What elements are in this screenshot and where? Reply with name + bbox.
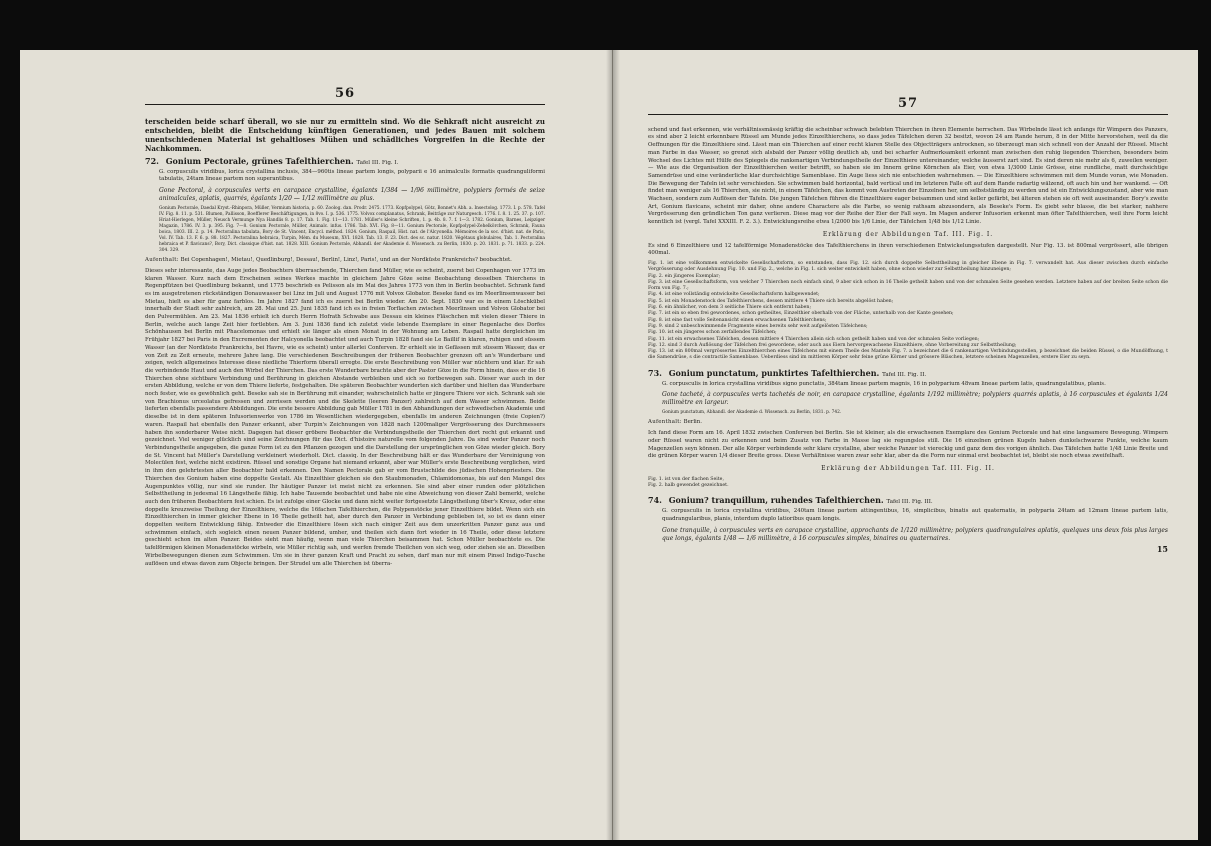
figure-item: Fig. 7. ist ein so eben frei gewordenes, schon getheiltes, Einzelthier oberhalb von der Fläche, unterhalb von der Kante gesehen; [648, 311, 954, 317]
right-page-content [648, 96, 1168, 554]
species-plate: Tafel III. Fig. III. [886, 499, 933, 506]
figure-item: Fig. 10. ist ein jüngeres schon zerfallendes Täfelchen; [648, 330, 777, 336]
lead-paragraph: terscheiden beide scharf überall, wo sie nur zu ermitteln sind. Wo die Sehkraft nicht ausreicht zu entscheiden, bleibt die Entscheidung künftigen Generationen, und jedes Bauen mit solchem unentschiedenen Material ist gehaltloses Mühen und schädliches Vorgreifen in die Rechte der Nachkommen. [145, 116, 545, 153]
french-diagnosis: Gone tacheté, à corpuscules verts tachetés de noir, en carapace crystalline, égalants 1/192 millimètre; polypiers quarrés aplatis, à 16 corpuscules et égalants 1/24 millimètre en largeur. [662, 391, 1168, 407]
habitat-label: Aufenthalt: [648, 419, 682, 426]
page-number: 56 [334, 86, 356, 101]
species-heading [648, 368, 1168, 381]
page-number: 57 [897, 96, 919, 111]
species-title: Gonium punctatum, punktirtes Tafelthierchen. [668, 367, 880, 378]
figure-item: Fig. 1. ist eine vollkommen entwickelte Gesellschaftsform, so entstanden, dass Fig. 12. sich durch doppelte Selbsttheilung in gleicher Ebene in Fig. 7. verwandelt hat. Aus dieser zwischen durch einfache Vergrösserung oder Ausdehnung Fig. 10. und Fig. 2., welche in Fig. 1. sich weiter entwickelt haben, ohne schon wieder zur Selbsttheilung hinzuneigen; [648, 260, 1168, 273]
figure-item: Fig. 9. sind 2 unbeschwimmende Fragmente eines bereits sehr weit aufgelösten Täfelchens; [648, 323, 868, 329]
header-rule [145, 104, 545, 105]
synonym-references: Gonium Pectorale, Daedal Kryst.-Rhinpora, Müller, Vermium historia, p. 60. Zoolog. dan. Prodr. 2475. 1773. Kopfpolypel, Götz, Bonnet's Abh. a. Insectolog. 1773. I. p. 578. Tafel IV. Fig. 8. 11. p. 531. Blumen, Pallisson, Boefflerer Beschäftigungen, in 8vo. I. p. 536. 1775. Volvox complanatus, Schrank, Beiträge zur Naturgesch. 1776. I. 8. 1. 25. 37. p. 107. Hriat-Hierlegen, Müller, Neusch Vermunge Nya Handlis 8. p. 17. Tab. 1. Fig. 11—13. 1781. Müller's kleine Schriften, 1. p. 4b. 8. 7. f. 1—3. 1782. Gonium, Barnes, Leipziger Magazin, 1786. IV. 3. p. 395. Fig. 7—8. Gonium Pectorale, Müller, Animalc. infus. 1786. Tab. XVI. Fig. 8—11. Gonium Pectorale, Kopfpolypel-Zehelkörchen, Schrank, Fauna boica, 1803. III. 2. p. 14. Pectoralina tabulata, Bory de St. Vincent, Encycl. méthod. 1824. Gonium, Raspail, Hist. nat. de l'Alcyonella. Mémoires de la soc. d'hist. nat. de Paris, Vol. IV. Tab. 13. F. 6. p. 88. 1827. Pectoralina hebraica, Turpin, Mém. du Museum, XVI. 1828. Tab. 13. F. 23. Dict. des sc. natur. 1820. Végétaux globulaires, Tab. 1. Pectoralina hebraica et P. flavicans?, Bory, Dict. classique d'hist. nat. 1828. XIII. Gonium Pectorale, Abhandl. der Akademie d. Wissensch. zu Berlin, 1830. p. 20. 1831. p. 71. 1833. p. 224. 304. 329. [159, 206, 545, 254]
latin-diagnosis: G. corpusculis in lorica crystallina viridibus signo punctatis, 384tam lineae partem magnis, 16 in polyparium 48vam lineae partem latis, quadrangulatibus, planis. [662, 380, 1106, 387]
species-heading [145, 156, 545, 169]
latin-diagnosis: G. corpusculis viridibus, lorica crystallina inclusis, 384—960tis lineae partem longis, polyparii e 16 animalculis formatis quadranguliformi tabulatis, 24tam lineae partem non superantibus. [159, 168, 545, 183]
figure-item: Fig. 2. ein jüngeres Exemplar; [648, 273, 721, 279]
right-page [613, 50, 1198, 840]
habitat-text: Bei Copenhagen!, Mietau!, Quedlinburg!, Dessau!, Berlin!, Linz!, Paris!, und an der Nordküste Frankreichs? beobachtet. [180, 257, 512, 264]
signature-mark: 15 [1156, 543, 1168, 554]
body-text: Ich fand diese Form am 16. April 1832 zwischen Conferven bei Berlin. Sie ist kleiner, als die erwachsenen Exemplare des Gonium Pectorale und hat eine langsamere Bewegung. Wimpern oder Rüssel waren nicht zu erkennen und beim Zusatz von Farbe in Masse lag sie regungslos still. Die 16 einzelnen grünen Kugeln haben dunkelschwarze Punkte, welche kaum Magenzellen seyn können. Der alle Körper verbindende sehr klare crystallne, aber weiche Panzer ist viereckig und ganz dem des vorigen ähnlich. Das Täfelchen hatte 1/48 Linie Breite und die grünen Körper waren 1/4 dieser Breite gross. Diese Verhältnisse waren zwar sehr klar, aber da die Form nur einmal erst beobachtet ist, bleibt sie noch etwas zweifelhaft. [648, 430, 1168, 460]
body-text: Dieses sehr interessante, das Auge jedes Beobachters überraschende, Thierchen fand Müller, wie es scheint, zuerst bei Copenhagen vor 1773 im klaren Wasser. Kurz nach dem Erscheinen seines Werkes machte in gleichem Jahre Göze seine Beobachtung desselben Thierchens in Regenpfützen bei Quedlinburg bekannt, und 1775 beschrieb es Pelisson als im Mai des Jahres 1773 von ihm in Berlin beobachtet. Schrank fand es im ausgetretenen rückständigen Donauwasser bei Linz im Juli und August 1776 mit Volvox Globator. Beseke fand es im Meerlinsenwasser bei Mietau, hielt es aber für ganz farblos. Im Jahre 1827 fand ich es zuerst bei Berlin wieder. Am 20. Sept. 1830 war es in einem Löschkübel innerhalb der Stadt sehr zahlreich, am 28. Mai und 25. Juni 1835 fand ich es in freien Torflachen zwischen Meerlinsen und Volvox Globator bei den Pulvermühlen. Am 23. Mai 1836 erhielt ich durch Herrn Hofrath Schwabe aus Dessau ein kleines Fläschchen mit vielen dieser Thiere in Berlin, welche auch lange Zeit hier fortlebten. Am 3. Juni 1836 fand ich zuletzt viele lebende Exemplare in einer Regenlache des Dorfes Schönhausen bei Berlin mit Phacelomonas und erhielt sie länger als einen Monat in der Wohnung am Leben. Raspail hatte dergleichen im Frühjahr 1827 bei Paris in den Excrementen der Halcyonella beobachtet und auch Turpin 1828 fand sie Le Baillif in klaren, ruhigen und süssem Wasser (an der Nordküste Frankreichs, bei Havre, wie es scheint) unter allerlei Conferven. Er erhielt sie in Gefässen mit süssem Wasser, das er von Zeit zu Zeit erneute, mehrere Jahre lang. Die verschiedenen Beschreibungen der früheren Beobachter grenzen oft an's Wunderbare und zeigen, welch allgemeines Interesse diese niedliche Thierform überall erregte. Die erste Beschreibung von Müller war nüchtern und klar. Er sah die verbindende Haut und auch den Wirbel der Thierchen. Das erste Wunderbare brachte aber der Pastor Göze in die Form hinein, dass er die 16 Thierchen ohne sichtbare Verbindung und Berührung in gleichen Abstande verbleiben und sich so fortbewegen sah. Dieser war auch in der ersten Abbildung, welche er von dem Thiere lieferte, festgehalten. Die späteren Beobachter wunderten sich darüber und hielten das Wunderbare noch fester, wie es gewöhnlich geht. Beseke sah sie in Berührung mit einander, wahrscheinlich hatte er jüngere Thiere vor sich. Schrank sah sie von Brachionus urceolatus gefressen und zerrissen werden und die Skelette (leeren Panzer) zahlreich auf dem Wasser schwimmen. Beide lieferten ebenfalls passendere Abbildungen. Die erste bessere Abbildung gab Müller 1781 in den Abhandlungen der schwedischen Akademie und dieselbe ist in dem späteren Infusorienwerke von 1786 im Wesentlichen wiedergegeben, ebenfalls im anderen Zeichnungen (freie Copien?) waren. Raspail hat ebenfalls den Panzer erkannt, aber Turpin's Zeichnungen von 1828 nach 1200maliger Vergrösserung des Durchmessers haben ihn sonderbarer Weise nicht. Dagegen hat dieser gröbere Beobachter die Verbindungstheile der Thierchen dort recht gut erkannt und gezeichnet. Viel weniger glücklich sind seine Zeichnungen für das Dict. d'histoire naturelle vom folgenden Jahre. Da sind weder Panzer noch Verbindungstheile angegeben, die ganze Form ist zu den Pflanzen gezogen und die Darstellung der ursprünglichen von Göze wieder gleich. Bory de St. Vincent hat Müller's Darstellung verkleinert wiederholt. Dict. classiq. In der Beschreibung hält er das Wunderbare der Vereinigung von Molecülen fest, welche nicht existiren. Rüssel und sonstige Organe hat niemand erkannt, aber war Müller's erste Beschreibung verglichen, wird in ihm den gelehrtesten aller Beobachter bald erkennen. Den Namen Pectorale gab er vom Brustschilde des jüdischen Hohenpriesters. Die Thierchen des Gonium haben eine doppelte Gestalt. Als Einzelthier gleichen sie den Staubmonaden, Chlamidomonas, bis auf den Mangel des Augenpunktes völlig, nur sind sie runder. Ihr häutiger Panzer ist meist nicht zu erkennen. Sie sind aber einer runden oder plötzlichen Selbsttheilung in jedesmal 16 Längstheile fähig. Ich habe Tausende beobachtet und habe nie eine Abweichung von dieser Zahl bemerkt, welche auch den früheren Beobachtern fest schien. Es ist zufolge einer Glocke und dann nicht weiter fortgesetzte Längstheilung über's Kreuz, oder eine doppelte kreuzweise Theilung der Einzelthiere, welche die 16fachen Tafelthierchen, die Polypenstöcke jener Einzelthiere bildet. Wenn sich ein Einzelthierchen in immer gleicher Ebene in 16 Theile getheilt hat, aber durch den Panzer in Verbindung geblieben ist, so ist es dann einer doppelten weitern Entwicklung fähig. Entweder die Einzelthiere lösen sich nach einiger Zeit aus dem unzerkritten Panzer ganz aus und schwimmen einfach, sich sogleich einen neuen Panzer bildend, umher, und theilen sich dann fort wieder in 16 Theile, oder diese letztere geschieht schon im alten Panzer. Beides sieht man häufig, wenn man viele Thierchen beisammen hat. Schon Müller beobachtete es. Die tafelförmigen kleinen Monadenstöcke wirbeln, wie Müller richtig sah, und werfen fremde Theilchen von sich weg, oder ziehen sie an. Dieselben Wirbelbewegungen dienen zum Schwimmen. Um sie in ihrer ganzen Kraft und Pracht zu sehen, darf man nur mit einem Pinsel Indigo-Tusche auflösen und etwas davon zum Objecte bringen. Der Strudel um alle Thierchen ist überra- [145, 267, 545, 567]
figure-list [648, 261, 1168, 362]
species-number: 73. [648, 367, 662, 378]
left-page-content [145, 86, 545, 571]
figure-item: Fig. 13. ist ein 800mal vergrössertes Einzelthierchen eines Täfelchens mit einem Theile des Mantels Fig. 7. a bezeichnet die 6 rankenartigen Verbindungsstellen, p bezeichnet die beiden Rüssel, o die Mundöffnung, t die Samendrüse, s die contractile Samenblase. Ueberdiess sind im mittleren Körper sehr feine grüne Körner und grössere Bläschen, letztere scheinen Magenzellen, erstere Eier zu seyn. [648, 349, 1168, 361]
french-diagnosis: Gone tranquille, à corpuscules verts en carapace crystalline, approchants de 1/120 millimètre; polypiers quadrangulaires aplatis, quelques uns deux fois plus larges que longs, égalants 1/48 — 1/6 millimètre, à 16 corpuscules simples, binaires ou quaternaires. [662, 526, 1168, 542]
figure-caption: Erklärung der Abbildungen Taf. III. Fig. II. [821, 464, 995, 472]
french-diagnosis: Gone Pectoral, à corpuscules verts en carapace crystalline, égalants 1/384 — 1/96 millimètre, polypiers formés de seize animalcules, aplatis, quarrés, égalants 1/20 — 1/12 millimètre au plus. [159, 187, 545, 203]
species-title: Gonium? tranquillum, ruhendes Tafelthierchen. [668, 495, 884, 506]
figure-item: Fig. 8. ist eine fast volle Seitenansicht einen erwachsenen Tafelthierchens; [648, 317, 827, 323]
figure-item: Fig. 3. ist eine Gesellschaftsform, von welcher 7 Thierchen noch einfach sind, 9 aber sich schon in 16 Theile getheilt haben und von der schmalen Seite gesehen werden. Letztere haben auf der breiten Seite schon die Form von Fig. 7.; [648, 279, 1168, 292]
figure-caption: Erklärung der Abbildungen Taf. III. Fig. I. [822, 230, 994, 238]
species-title: Gonium Pectorale, grünes Tafelthierchen. [165, 155, 354, 166]
figure-item: Fig. 4. ist eine vollständig entwickelte Gesellschaftsform halbgewendet; [648, 292, 820, 298]
header-rule [648, 114, 1168, 115]
habitat-text: Berlin. [683, 419, 702, 426]
figure-item: Fig. 6. ein ähnlicher, von dem 3 seitliche Thiere sich entfernt haben; [648, 305, 812, 311]
left-page [20, 50, 613, 840]
habitat-label: Aufenthalt: [145, 257, 179, 264]
figure-item: Fig. 1. ist von der flachen Seite, [648, 476, 724, 482]
habitat [145, 257, 545, 265]
figure-item: Fig. 12. sind 3 durch Auflösung der Täfelchen frei gewordene, oder auch aus Eiern hervorgewachsene Einzelthiere, ohne Vorbereitung zur Selbsttheilung; [648, 342, 1017, 348]
species-plate: Tafel III. Fig. I. [356, 159, 399, 166]
figure-intro: Es sind 6 Einzelthiere und 12 tafelförmige Monadenstöcke des Tafelthierchens in ihren verschiedenen Entwickelungsstufen dargestellt. Nur Fig. 13. ist 800mal vergrössert, alle übrigen 400mal. [648, 242, 1168, 257]
figure-item: Fig. 5. ist ein Monadenstock des Tafelthierchens, dessen mittlere 4 Thiere sich bereits abgelöst haben; [648, 298, 894, 304]
figure-list [648, 477, 1168, 490]
species-number: 74. [648, 495, 662, 506]
habitat [648, 419, 1168, 427]
figure-item: Fig. 11. ist ein erwachsenes Täfelchen, dessen mittlere 4 Thierchen allein sich schon getheilt haben und von der schmalen Seite vorliegen; [648, 336, 980, 342]
book-gutter [606, 50, 620, 840]
species-heading [648, 495, 1168, 508]
figure-item: Fig. 2. halb gewendet gezeichnet. [648, 482, 729, 488]
latin-diagnosis: G. corpusculis in lorica crystallina viridibus, 240tam lineae partem attingentibus, 16, simplicibus, binatis aut quaternatis, in polyparia 24tam ad 12mam lineae partem latis, quadrangularibus, planis, interdum duplo latioribus quam longis. [662, 508, 1168, 522]
book-spread [20, 50, 1198, 840]
body-text: schend und fast erkennen, wie verhältnissmässig kräftig die scheinbar schwach belebten Thierchen in ihren Elemente herrschen. Das Wirbelnde lässt ich anfangs für Wimpern des Panzers, es sind aber 2 leicht erkennbare Rüssel am Munde jedes Einzelthierchens, so dass jedes Täfelchen deren 32 besitzt, wovon 24 am Rande herum, 8 in der Mitte hervorstehen, weil da die Oeffnungen für die Einzelthiere sind. Lässt man ein Thierchen auf einer recht klaren Stelle des Objectträgers antrocknen, so überzeugt man sich schnell von der Anzahl der Rüssel. Mischt man Farbe in das Wasser, so grenzt sich alsbald der Panzer völlig deutlich ab, und bei scharfer Aufmerksamkeit erkennt man zwischen den ruhig liegenden Thierchen, besonders beim Wechsel des Lichtes mit Hülfe des Spiegels die rankenartigen Verbindungstheile der Einzelthiere untereinander, welche äusserst zart sind. Es sind deren nie mehr als 6, zuweilen weniger. — Wie aus die Organisation der Einzelthierchen weiter betrifft, so haben sie im Innern grüne Körnchen als Eier, von etwa 1/3000 Linie Grösse, eine rundliche, matt durchsichtige Samendrüse und eine veränderliche klar durchsichtige Samenblase. Ein Auge liess sich nie entschieden wahrnehmen. — Die Einzelthiere schwimmen mit dem Munde voran, wie Monaden. Die Bewegung der Tafeln ist sehr verschieden. Sie schwimmen bald horizontal, bald vertical und im letzteren Falle oft auf dem Rande radartig wälzend, oft auch hin und her wankend. — Oft findet man weniger als 16 Thierchen, sie nicht, in einem Täfelchen, das kommt vom Austreten der Einzelnen her, um selbstständig zu werden und ist ein Entwicklungszustand, aber wie man Wachsen, sondern zum Auflösen der Tafeln. Die jungen Täfelchen führen die Einzelthiere eager beisammen und sind keller gefärbt, bei älteren stehen sie oft weit auseinander. Bory's zweite Art, Gonium flavicans, scheint mir daher, ohne andere Charactere als die Farbe, so wenig rathsam abzusondern, als Beseke's Form. Es giebt sehr blasse, die bei starker, nahhere Vergrösserung den gründlichen Ton ganz verlieren. Diese mag vor der Reihe der Eier der Fall seyn. Im Magen anderer Infusorien erkennt man öfter Tafelthierchen, weil ihre Form leicht kenntlich ist (vergl. Tafel XXXIII. F. 2. 3.). Entwicklungsreihe etwa 1/2000 bis 1/6 Linie, der Täfelchen 1/48 bis 1/12 Linie. [648, 126, 1168, 226]
species-number: 72. [145, 155, 159, 166]
synonym-references: Gonium punctatum, Abhandl. der Akademie d. Wissensch. zu Berlin, 1831. p. 742. [662, 410, 842, 416]
species-plate: Tafel III. Fig. II. [882, 371, 927, 378]
